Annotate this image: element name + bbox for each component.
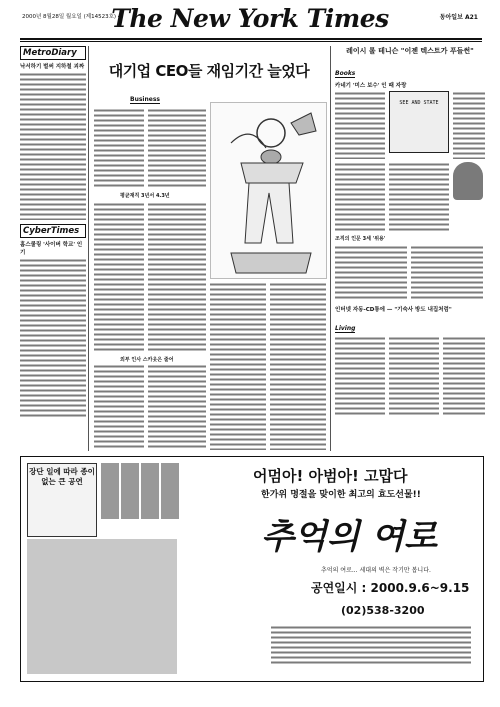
- ad-subheadline: 한가위 명절을 맞이한 최고의 효도선물!!: [261, 490, 421, 500]
- ad-left-box: [27, 463, 97, 537]
- book-cover-image: [389, 91, 449, 153]
- ad-calligraphy-title: 추억의 여로: [261, 517, 438, 557]
- right-text-6: [411, 245, 483, 301]
- masthead-title: The New York Times: [111, 4, 389, 33]
- cartoon-illustration: [210, 102, 327, 279]
- books-text-2: [453, 91, 485, 159]
- main-headline: 대기업 CEO들 재임기간 늘었다: [108, 62, 310, 80]
- main-article-text-6: [148, 364, 206, 450]
- right-text-5: [335, 245, 407, 301]
- ad-left-title: 장단 일에 따라 종이 없는 큰 공연: [29, 467, 95, 486]
- main-article-text-8: [270, 282, 326, 450]
- books-label: Books: [335, 70, 356, 77]
- main-article-text-1: [94, 108, 144, 188]
- column-divider: [88, 46, 89, 451]
- business-label: Business: [130, 96, 160, 103]
- living-text-3: [443, 336, 485, 416]
- main-article-text-7: [210, 282, 266, 450]
- right-quote-headline: 레이시 롤 테니슨 "이젠 텍스트가 푸들썬": [346, 47, 474, 55]
- ad-main-photo: [27, 539, 177, 674]
- ad-headline: 어멈아! 아범아! 고맙다: [253, 467, 408, 485]
- book-cover-text: SEE AND STATE: [399, 100, 439, 106]
- cyber-times-header: CyberTimes: [20, 224, 86, 238]
- metro-diary-header: MetroDiary: [20, 46, 86, 60]
- advertisement: [20, 456, 484, 682]
- metro-headline: 낙서하기 벌써 지하철 괴짜: [20, 64, 85, 70]
- main-article-text-3: [94, 202, 144, 352]
- cyber-headline: 홈스쿨링 '사이버 학교' 인기: [20, 242, 83, 256]
- main-subhead-1: 평균재직 3년서 4.3년: [120, 193, 170, 199]
- cyber-article-text: [20, 258, 86, 418]
- ad-performer-photos: [101, 463, 181, 519]
- main-article-text-5: [94, 364, 144, 450]
- author-photo: [453, 162, 483, 200]
- books-text-3: [335, 162, 385, 232]
- masthead-rule-thin: [20, 41, 482, 42]
- ad-fine-print: [271, 625, 471, 665]
- ad-date-line: 공연일시 : 2000.9.6~9.15: [311, 581, 470, 595]
- living-label: Living: [335, 325, 356, 332]
- living-text-2: [389, 336, 439, 416]
- metro-article-text: [20, 72, 86, 220]
- right-column: [335, 46, 485, 416]
- story2-headline: 인터넷 자동-CD통에 — "기숙사 방도 내집처럼": [335, 307, 452, 313]
- books-text-4: [389, 162, 449, 232]
- masthead-section: 동아일보 A21: [439, 14, 478, 21]
- ad-tagline: 추억의 여로... 세대의 벽은 작기만 봅니다.: [321, 567, 431, 574]
- column-divider-2: [330, 46, 331, 451]
- ceo-cartoon-icon: [211, 103, 326, 278]
- main-article-text-2: [148, 108, 206, 188]
- left-column: [20, 46, 86, 418]
- books-headline: 카네기 '미스 보수' 인 때 자랑: [335, 83, 407, 89]
- main-subhead-2: 외부 인사 스카웃은 줄어: [120, 357, 174, 363]
- right-subhead: 조직의 인문 3세 '위용': [335, 236, 386, 242]
- living-text-1: [335, 336, 385, 416]
- masthead-rule: [20, 38, 482, 40]
- main-article-text-4: [148, 202, 206, 352]
- masthead-date: 2000년 8월28일 월요일 (제14523호) 4: [22, 14, 122, 20]
- ad-phone: (02)538-3200: [341, 604, 425, 617]
- books-text-1: [335, 91, 385, 159]
